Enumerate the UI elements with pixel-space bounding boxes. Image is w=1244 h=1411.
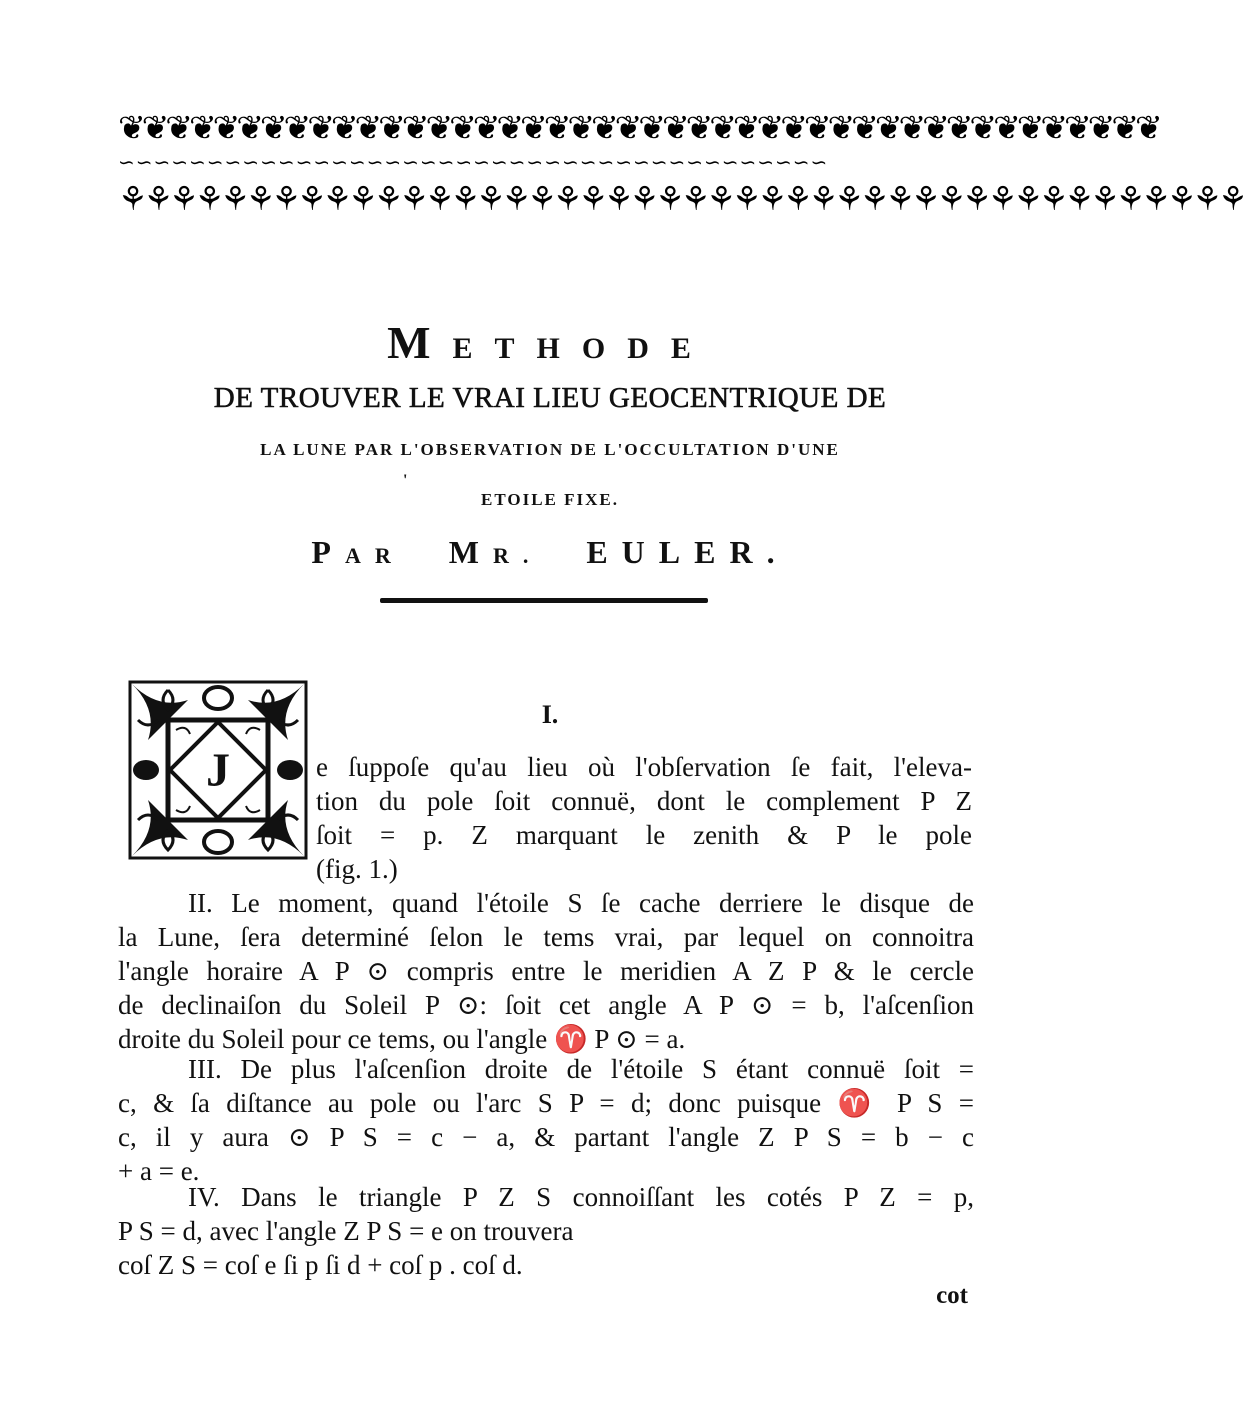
- author-r: R.: [492, 543, 543, 568]
- p1-line-4: (fig. 1.): [316, 854, 398, 884]
- title-rest: ETHODE: [452, 332, 713, 365]
- p2-line-4: de declinaiſon du Soleil P ⊙: ſoit cet angle A P ⊙ = b, l'aſcenſion: [118, 990, 974, 1020]
- title-methode: [0, 316, 1100, 369]
- ornament-row-middle: ∽∽∽∽∽∽∽∽∽∽∽∽∽∽∽∽∽∽∽∽∽∽∽∽∽∽∽∽∽∽∽∽∽∽∽∽∽∽∽∽: [118, 150, 829, 174]
- p1-line-3: ſoit = p. Z marquant le zenith & P le pole: [316, 820, 972, 850]
- accent-mark: ': [403, 472, 408, 489]
- title-line-4: ETOILE FIXE.: [480, 490, 619, 509]
- p1-line-1: e ſuppoſe qu'au lieu où l'obſervation ſe fait, l'eleva-: [316, 752, 972, 782]
- p3-line-2: c, & ſa diſtance au pole ou l'arc S P = d; donc puisque ♈ P S =: [118, 1088, 974, 1118]
- ornament-row-bottom: ⚘⚘⚘⚘⚘⚘⚘⚘⚘⚘⚘⚘⚘⚘⚘⚘⚘⚘⚘⚘⚘⚘⚘⚘⚘⚘⚘⚘⚘⚘⚘⚘⚘⚘⚘⚘⚘⚘⚘⚘⚘⚘⚘⚘: [118, 179, 1244, 218]
- paragraph-3: [118, 1052, 974, 1188]
- p2-line-2: la Lune, ſera determiné ſelon le tems vrai, par lequel on connoitra: [118, 922, 974, 952]
- p2-line-3: l'angle horaire A P ⊙ compris entre le meridien A Z P & le cercle: [118, 956, 974, 986]
- p3-line-4: + a = e.: [118, 1156, 200, 1186]
- catchword: cot: [936, 1282, 968, 1309]
- author-name: EULER.: [586, 534, 789, 570]
- title-line-2: DE TROUVER LE VRAI LIEU GEOCENTRIQUE DE: [213, 382, 887, 414]
- header-ornament-band: [118, 108, 1244, 220]
- paragraph-2: [118, 886, 974, 1056]
- author-ar: AR: [344, 543, 405, 568]
- author-p: P: [311, 534, 345, 570]
- p4-line-1: IV. Dans le triangle P Z S connoiſſant les cotés P Z = p,: [188, 1182, 974, 1212]
- author-m: M: [448, 534, 493, 570]
- initial-letter: J: [206, 744, 230, 797]
- p3-line-1: III. De plus l'aſcenſion droite de l'étoile S étant connuë ſoit =: [188, 1054, 974, 1084]
- author-line: [0, 534, 1100, 571]
- p1-line-2: tion du pole ſoit connuë, dont le complement P Z: [316, 786, 972, 816]
- ornament-row-top: ❦❦❦❦❦❦❦❦❦❦❦❦❦❦❦❦❦❦❦❦❦❦❦❦❦❦❦❦❦❦❦❦❦❦❦❦❦❦❦❦❦❦❦❦: [118, 108, 1159, 147]
- title-rule-divider: [380, 598, 708, 603]
- paragraph-4: [118, 1180, 974, 1282]
- p2-line-1: II. Le moment, quand l'étoile S ſe cache derriere le disque de: [188, 888, 974, 918]
- p4-line-3: coſ Z S = coſ e ſi p ſi d + coſ p . coſ d.: [118, 1250, 523, 1280]
- p3-line-3: c, il y aura ⊙ P S = c − a, & partant l'angle Z P S = b − c: [118, 1122, 974, 1152]
- section-number: I.: [541, 700, 559, 729]
- paragraph-1: [316, 750, 972, 886]
- title-line-3: LA LUNE PAR L'OBSERVATION DE L'OCCULTATION D'UNE: [260, 440, 840, 459]
- p4-line-2: P S = d, avec l'angle Z P S = e on trouvera: [118, 1216, 574, 1246]
- p2-line-5: droite du Soleil pour ce tems, ou l'angle ♈ P ⊙ = a.: [118, 1024, 686, 1054]
- title-initial: M: [387, 317, 453, 368]
